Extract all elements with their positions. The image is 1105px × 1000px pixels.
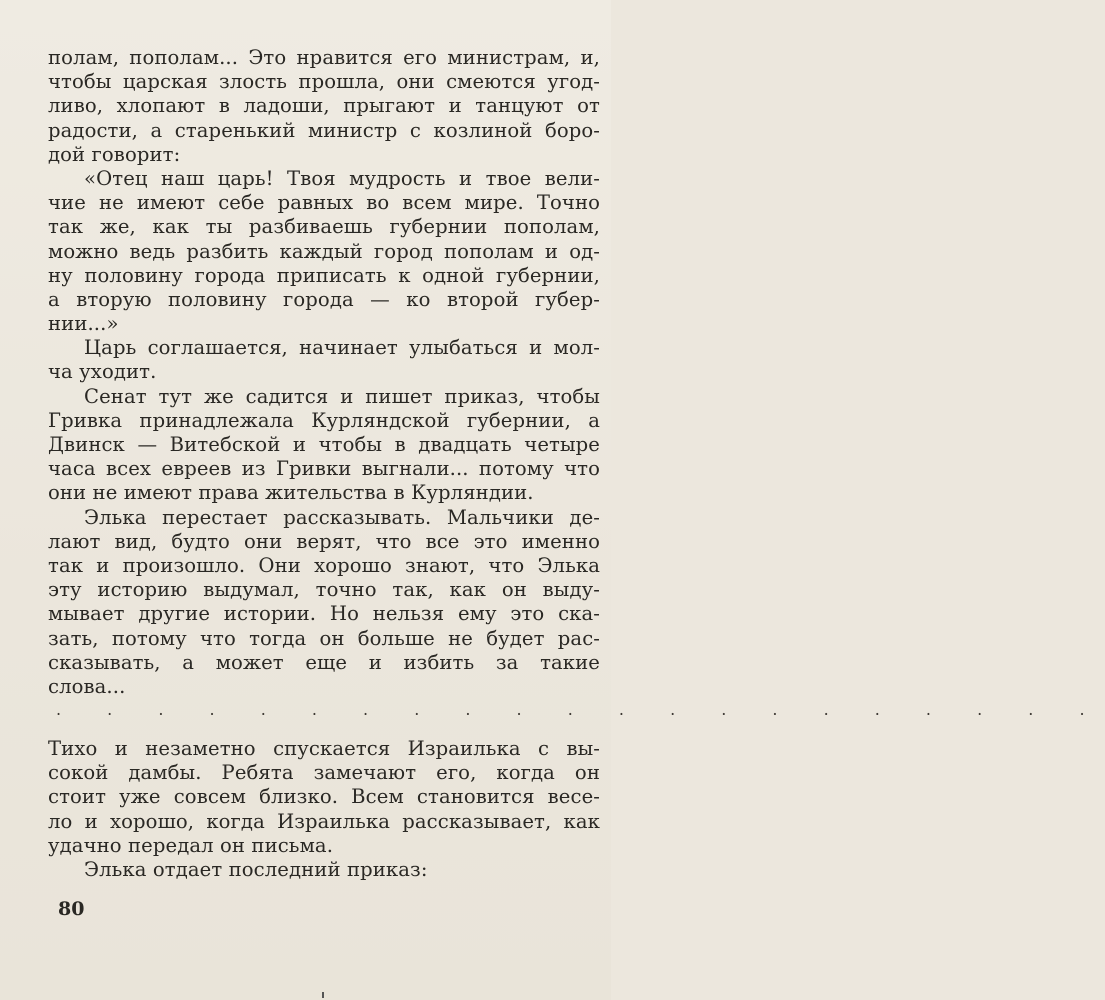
- text-line: Царь соглашается, начинает улыбаться и мол-: [84, 336, 600, 360]
- page-number: 80: [58, 898, 85, 920]
- text-line: ло и хорошо, когда Израилька рассказывает, как: [48, 809, 600, 833]
- paragraph: [48, 737, 600, 858]
- text-line: так и произошло. Они хорошо знают, что Элька: [48, 553, 600, 577]
- paragraph: [48, 46, 600, 167]
- text-line: Сенат тут же садится и пишет приказ, чтобы: [84, 384, 600, 408]
- text-block-continuation: [48, 737, 600, 882]
- text-line: так же, как ты разбиваешь губернии пополам,: [48, 215, 600, 239]
- text-line: Двинск — Витебской и чтобы в двадцать четыре: [48, 433, 600, 456]
- text-line: сокой дамбы. Ребята замечают его, когда он: [48, 761, 600, 785]
- text-line: чтобы царская злость прошла, они смеются угод-: [48, 70, 600, 94]
- text-line: Элька перестает рассказывать. Мальчики де-: [84, 505, 600, 529]
- text-line: а вторую половину города — ко второй губер-: [48, 287, 600, 311]
- text-line: слова...: [48, 674, 126, 698]
- text-line: эту историю выдумал, точно так, как он выду-: [48, 578, 600, 602]
- text-line: чие не имеют себе равных во всем мире. Точно: [48, 191, 600, 215]
- paragraph: [48, 385, 600, 506]
- text-line: Тихо и незаметно спускается Израилька с вы-: [48, 737, 600, 760]
- text-line: стоит уже совсем близко. Всем становится весе-: [48, 785, 600, 809]
- text-line: сказывать, а может еще и избить за такие: [48, 650, 600, 674]
- text-line: они не имеют права жительства в Курляндии.: [48, 481, 534, 505]
- paragraph: [48, 858, 600, 882]
- text-line: зать, потому что тогда он больше не будет рас-: [48, 626, 600, 650]
- text-line: «Отец наш царь! Твоя мудрость и твое вели-: [84, 166, 600, 190]
- paragraph: [48, 167, 600, 336]
- section-separator: . . . . . . . . . . . . . . . . . . . . .: [56, 700, 1105, 719]
- paragraph: [48, 336, 600, 384]
- text-line: дой говорит:: [48, 142, 181, 166]
- paragraph: [48, 506, 600, 700]
- print-mark: [322, 992, 324, 998]
- text-line: ливо, хлопают в ладоши, прыгают и танцуют от: [48, 94, 600, 118]
- text-line: полам, пополам... Это нравится его министрам, и,: [48, 46, 600, 69]
- text-block-main: [48, 46, 600, 699]
- text-line: радости, а старенький министр с козлиной боро-: [48, 118, 600, 142]
- text-line: лают вид, будто они верят, что все это именно: [48, 529, 600, 553]
- text-line: можно ведь разбить каждый город пополам и од-: [48, 239, 600, 263]
- text-line: нии...»: [48, 312, 119, 336]
- text-line: Элька отдает последний приказ:: [84, 857, 428, 881]
- text-line: удачно передал он письма.: [48, 833, 334, 857]
- text-line: Гривка принадлежала Курляндской губернии, а: [48, 408, 600, 432]
- text-line: часа всех евреев из Гривки выгнали... потому что: [48, 457, 600, 481]
- text-line: ну половину города приписать к одной губернии,: [48, 263, 600, 287]
- text-line: ча уходит.: [48, 360, 157, 384]
- text-line: мывает другие истории. Но нельзя ему это ска-: [48, 602, 600, 626]
